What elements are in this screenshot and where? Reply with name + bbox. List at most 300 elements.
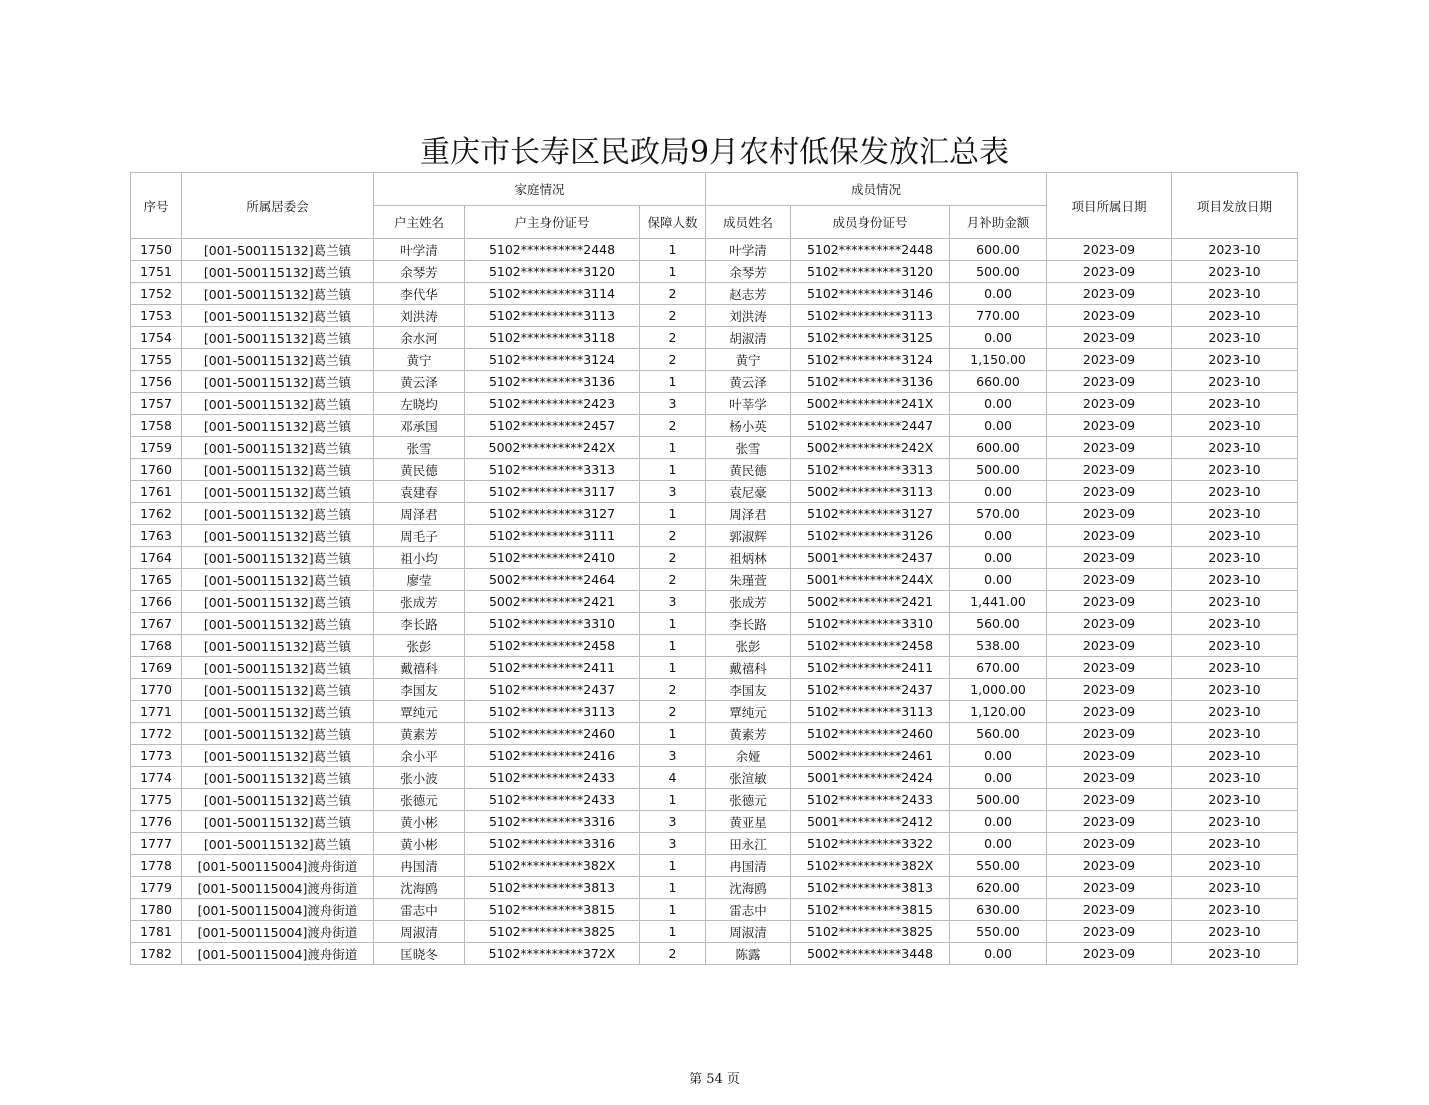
head-name-cell: 邓承国 bbox=[374, 415, 465, 437]
committee-cell: [001-500115132]葛兰镇 bbox=[182, 239, 374, 261]
member-id-cell: 5102**********3813 bbox=[791, 877, 950, 899]
amount-cell: 500.00 bbox=[950, 789, 1047, 811]
issue-date-cell: 2023-10 bbox=[1172, 943, 1298, 965]
member-name-cell: 赵志芳 bbox=[706, 283, 791, 305]
head-id-cell: 5102**********3111 bbox=[465, 525, 640, 547]
project-date-cell: 2023-09 bbox=[1047, 503, 1172, 525]
head-name-cell: 沈海鸥 bbox=[374, 877, 465, 899]
committee-cell: [001-500115132]葛兰镇 bbox=[182, 437, 374, 459]
member-name-cell: 叶莘学 bbox=[706, 393, 791, 415]
seq-cell: 1760 bbox=[131, 459, 182, 481]
table-row bbox=[131, 503, 1298, 525]
member-id-cell: 5102**********3120 bbox=[791, 261, 950, 283]
seq-cell: 1750 bbox=[131, 239, 182, 261]
seq-cell: 1769 bbox=[131, 657, 182, 679]
member-name-cell: 雷志中 bbox=[706, 899, 791, 921]
member-name-cell: 陈露 bbox=[706, 943, 791, 965]
covered-cell: 1 bbox=[640, 239, 706, 261]
covered-cell: 1 bbox=[640, 503, 706, 525]
member-id-cell: 5002**********2461 bbox=[791, 745, 950, 767]
head-name-cell: 张雪 bbox=[374, 437, 465, 459]
committee-cell: [001-500115132]葛兰镇 bbox=[182, 679, 374, 701]
table-header bbox=[131, 173, 1298, 239]
head-id-cell: 5102**********2433 bbox=[465, 767, 640, 789]
head-name-cell: 黄小彬 bbox=[374, 833, 465, 855]
head-name-cell: 李代华 bbox=[374, 283, 465, 305]
member-name-cell: 杨小英 bbox=[706, 415, 791, 437]
covered-cell: 2 bbox=[640, 305, 706, 327]
covered-cell: 2 bbox=[640, 569, 706, 591]
seq-cell: 1766 bbox=[131, 591, 182, 613]
committee-cell: [001-500115132]葛兰镇 bbox=[182, 393, 374, 415]
head-id-cell: 5102**********2448 bbox=[465, 239, 640, 261]
committee-cell: [001-500115132]葛兰镇 bbox=[182, 305, 374, 327]
seq-cell: 1753 bbox=[131, 305, 182, 327]
issue-date-cell: 2023-10 bbox=[1172, 833, 1298, 855]
member-name-cell: 周淑清 bbox=[706, 921, 791, 943]
seq-cell: 1756 bbox=[131, 371, 182, 393]
head-id-cell: 5102**********3120 bbox=[465, 261, 640, 283]
issue-date-cell: 2023-10 bbox=[1172, 283, 1298, 305]
covered-cell: 2 bbox=[640, 525, 706, 547]
covered-cell: 1 bbox=[640, 635, 706, 657]
amount-cell: 0.00 bbox=[950, 811, 1047, 833]
covered-cell: 1 bbox=[640, 657, 706, 679]
table-row bbox=[131, 745, 1298, 767]
project-date-cell: 2023-09 bbox=[1047, 393, 1172, 415]
covered-cell: 3 bbox=[640, 833, 706, 855]
committee-cell: [001-500115132]葛兰镇 bbox=[182, 283, 374, 305]
covered-cell: 3 bbox=[640, 393, 706, 415]
head-id-cell: 5102**********3127 bbox=[465, 503, 640, 525]
covered-cell: 3 bbox=[640, 811, 706, 833]
project-date-cell: 2023-09 bbox=[1047, 525, 1172, 547]
issue-date-cell: 2023-10 bbox=[1172, 899, 1298, 921]
project-date-cell: 2023-09 bbox=[1047, 657, 1172, 679]
project-date-cell: 2023-09 bbox=[1047, 261, 1172, 283]
issue-date-cell: 2023-10 bbox=[1172, 569, 1298, 591]
issue-date-cell: 2023-10 bbox=[1172, 459, 1298, 481]
page-footer bbox=[0, 1068, 1429, 1087]
seq-cell: 1767 bbox=[131, 613, 182, 635]
head-name-cell: 张成芳 bbox=[374, 591, 465, 613]
header-covered: 保障人数 bbox=[640, 206, 706, 239]
issue-date-cell: 2023-10 bbox=[1172, 767, 1298, 789]
seq-cell: 1774 bbox=[131, 767, 182, 789]
covered-cell: 1 bbox=[640, 789, 706, 811]
member-id-cell: 5102**********2460 bbox=[791, 723, 950, 745]
head-id-cell: 5102**********2458 bbox=[465, 635, 640, 657]
head-name-cell: 刘洪涛 bbox=[374, 305, 465, 327]
head-name-cell: 戴禧科 bbox=[374, 657, 465, 679]
table-row bbox=[131, 393, 1298, 415]
table-row bbox=[131, 327, 1298, 349]
committee-cell: [001-500115132]葛兰镇 bbox=[182, 525, 374, 547]
issue-date-cell: 2023-10 bbox=[1172, 723, 1298, 745]
amount-cell: 550.00 bbox=[950, 855, 1047, 877]
head-name-cell: 黄素芳 bbox=[374, 723, 465, 745]
member-id-cell: 5102**********3113 bbox=[791, 701, 950, 723]
committee-cell: [001-500115004]渡舟街道 bbox=[182, 899, 374, 921]
issue-date-cell: 2023-10 bbox=[1172, 789, 1298, 811]
header-family-group: 家庭情况 bbox=[374, 173, 706, 206]
seq-cell: 1758 bbox=[131, 415, 182, 437]
head-id-cell: 5102**********3316 bbox=[465, 811, 640, 833]
seq-cell: 1775 bbox=[131, 789, 182, 811]
project-date-cell: 2023-09 bbox=[1047, 569, 1172, 591]
header-amount: 月补助金额 bbox=[950, 206, 1047, 239]
head-name-cell: 李国友 bbox=[374, 679, 465, 701]
seq-cell: 1752 bbox=[131, 283, 182, 305]
head-name-cell: 袁建春 bbox=[374, 481, 465, 503]
project-date-cell: 2023-09 bbox=[1047, 547, 1172, 569]
member-name-cell: 余琴芳 bbox=[706, 261, 791, 283]
member-id-cell: 5102**********382X bbox=[791, 855, 950, 877]
head-id-cell: 5002**********2421 bbox=[465, 591, 640, 613]
table-row bbox=[131, 657, 1298, 679]
project-date-cell: 2023-09 bbox=[1047, 635, 1172, 657]
member-name-cell: 朱瑾萱 bbox=[706, 569, 791, 591]
amount-cell: 0.00 bbox=[950, 283, 1047, 305]
amount-cell: 1,150.00 bbox=[950, 349, 1047, 371]
head-name-cell: 张小波 bbox=[374, 767, 465, 789]
head-id-cell: 5102**********3136 bbox=[465, 371, 640, 393]
project-date-cell: 2023-09 bbox=[1047, 943, 1172, 965]
member-id-cell: 5002**********3448 bbox=[791, 943, 950, 965]
covered-cell: 4 bbox=[640, 767, 706, 789]
head-name-cell: 叶学清 bbox=[374, 239, 465, 261]
issue-date-cell: 2023-10 bbox=[1172, 525, 1298, 547]
head-id-cell: 5102**********2433 bbox=[465, 789, 640, 811]
committee-cell: [001-500115132]葛兰镇 bbox=[182, 371, 374, 393]
head-id-cell: 5102**********3815 bbox=[465, 899, 640, 921]
issue-date-cell: 2023-10 bbox=[1172, 393, 1298, 415]
table-row bbox=[131, 459, 1298, 481]
head-name-cell: 黄民德 bbox=[374, 459, 465, 481]
committee-cell: [001-500115132]葛兰镇 bbox=[182, 503, 374, 525]
head-id-cell: 5102**********3124 bbox=[465, 349, 640, 371]
head-name-cell: 覃纯元 bbox=[374, 701, 465, 723]
covered-cell: 1 bbox=[640, 459, 706, 481]
head-name-cell: 李长路 bbox=[374, 613, 465, 635]
head-name-cell: 余小平 bbox=[374, 745, 465, 767]
amount-cell: 0.00 bbox=[950, 767, 1047, 789]
header-head-id: 户主身份证号 bbox=[465, 206, 640, 239]
committee-cell: [001-500115132]葛兰镇 bbox=[182, 767, 374, 789]
seq-cell: 1759 bbox=[131, 437, 182, 459]
committee-cell: [001-500115004]渡舟街道 bbox=[182, 877, 374, 899]
project-date-cell: 2023-09 bbox=[1047, 415, 1172, 437]
seq-cell: 1770 bbox=[131, 679, 182, 701]
project-date-cell: 2023-09 bbox=[1047, 679, 1172, 701]
table-row bbox=[131, 349, 1298, 371]
amount-cell: 0.00 bbox=[950, 415, 1047, 437]
member-id-cell: 5102**********3815 bbox=[791, 899, 950, 921]
issue-date-cell: 2023-10 bbox=[1172, 679, 1298, 701]
table-row bbox=[131, 283, 1298, 305]
issue-date-cell: 2023-10 bbox=[1172, 305, 1298, 327]
member-name-cell: 沈海鸥 bbox=[706, 877, 791, 899]
head-name-cell: 周毛子 bbox=[374, 525, 465, 547]
project-date-cell: 2023-09 bbox=[1047, 745, 1172, 767]
table-row bbox=[131, 855, 1298, 877]
head-name-cell: 张彭 bbox=[374, 635, 465, 657]
table-row bbox=[131, 305, 1298, 327]
seq-cell: 1771 bbox=[131, 701, 182, 723]
member-name-cell: 祖炳林 bbox=[706, 547, 791, 569]
member-name-cell: 张成芳 bbox=[706, 591, 791, 613]
head-name-cell: 黄宁 bbox=[374, 349, 465, 371]
member-name-cell: 黄宁 bbox=[706, 349, 791, 371]
member-id-cell: 5002**********3113 bbox=[791, 481, 950, 503]
table-row bbox=[131, 811, 1298, 833]
seq-cell: 1778 bbox=[131, 855, 182, 877]
head-name-cell: 廖莹 bbox=[374, 569, 465, 591]
covered-cell: 3 bbox=[640, 591, 706, 613]
table-row bbox=[131, 899, 1298, 921]
member-name-cell: 覃纯元 bbox=[706, 701, 791, 723]
member-id-cell: 5102**********3125 bbox=[791, 327, 950, 349]
seq-cell: 1761 bbox=[131, 481, 182, 503]
member-id-cell: 5102**********2448 bbox=[791, 239, 950, 261]
header-member-name: 成员姓名 bbox=[706, 206, 791, 239]
member-id-cell: 5102**********3113 bbox=[791, 305, 950, 327]
seq-cell: 1755 bbox=[131, 349, 182, 371]
committee-cell: [001-500115132]葛兰镇 bbox=[182, 459, 374, 481]
project-date-cell: 2023-09 bbox=[1047, 305, 1172, 327]
committee-cell: [001-500115132]葛兰镇 bbox=[182, 547, 374, 569]
head-name-cell: 左晓均 bbox=[374, 393, 465, 415]
amount-cell: 770.00 bbox=[950, 305, 1047, 327]
covered-cell: 3 bbox=[640, 481, 706, 503]
covered-cell: 2 bbox=[640, 943, 706, 965]
head-name-cell: 余水河 bbox=[374, 327, 465, 349]
member-id-cell: 5001**********2424 bbox=[791, 767, 950, 789]
member-id-cell: 5001**********2412 bbox=[791, 811, 950, 833]
head-name-cell: 张德元 bbox=[374, 789, 465, 811]
member-name-cell: 黄云泽 bbox=[706, 371, 791, 393]
member-id-cell: 5102**********3136 bbox=[791, 371, 950, 393]
committee-cell: [001-500115132]葛兰镇 bbox=[182, 833, 374, 855]
issue-date-cell: 2023-10 bbox=[1172, 657, 1298, 679]
table-row bbox=[131, 877, 1298, 899]
member-name-cell: 胡淑清 bbox=[706, 327, 791, 349]
project-date-cell: 2023-09 bbox=[1047, 855, 1172, 877]
committee-cell: [001-500115132]葛兰镇 bbox=[182, 261, 374, 283]
member-name-cell: 叶学清 bbox=[706, 239, 791, 261]
committee-cell: [001-500115132]葛兰镇 bbox=[182, 349, 374, 371]
head-id-cell: 5102**********382X bbox=[465, 855, 640, 877]
member-id-cell: 5102**********3127 bbox=[791, 503, 950, 525]
amount-cell: 0.00 bbox=[950, 547, 1047, 569]
member-name-cell: 李国友 bbox=[706, 679, 791, 701]
amount-cell: 570.00 bbox=[950, 503, 1047, 525]
head-name-cell: 匡晓冬 bbox=[374, 943, 465, 965]
member-name-cell: 周泽君 bbox=[706, 503, 791, 525]
head-name-cell: 余琴芳 bbox=[374, 261, 465, 283]
member-name-cell: 袁尼豪 bbox=[706, 481, 791, 503]
table-row bbox=[131, 921, 1298, 943]
member-name-cell: 张德元 bbox=[706, 789, 791, 811]
committee-cell: [001-500115132]葛兰镇 bbox=[182, 635, 374, 657]
head-id-cell: 5102**********3117 bbox=[465, 481, 640, 503]
issue-date-cell: 2023-10 bbox=[1172, 635, 1298, 657]
head-id-cell: 5102**********372X bbox=[465, 943, 640, 965]
committee-cell: [001-500115132]葛兰镇 bbox=[182, 723, 374, 745]
amount-cell: 600.00 bbox=[950, 437, 1047, 459]
amount-cell: 0.00 bbox=[950, 393, 1047, 415]
committee-cell: [001-500115132]葛兰镇 bbox=[182, 745, 374, 767]
seq-cell: 1765 bbox=[131, 569, 182, 591]
seq-cell: 1782 bbox=[131, 943, 182, 965]
seq-cell: 1764 bbox=[131, 547, 182, 569]
issue-date-cell: 2023-10 bbox=[1172, 613, 1298, 635]
member-id-cell: 5102**********2437 bbox=[791, 679, 950, 701]
covered-cell: 2 bbox=[640, 327, 706, 349]
issue-date-cell: 2023-10 bbox=[1172, 261, 1298, 283]
amount-cell: 560.00 bbox=[950, 723, 1047, 745]
project-date-cell: 2023-09 bbox=[1047, 921, 1172, 943]
amount-cell: 560.00 bbox=[950, 613, 1047, 635]
member-name-cell: 黄亚星 bbox=[706, 811, 791, 833]
project-date-cell: 2023-09 bbox=[1047, 811, 1172, 833]
member-id-cell: 5001**********244X bbox=[791, 569, 950, 591]
amount-cell: 660.00 bbox=[950, 371, 1047, 393]
table-row bbox=[131, 547, 1298, 569]
table-row bbox=[131, 679, 1298, 701]
seq-cell: 1754 bbox=[131, 327, 182, 349]
page-prefix: 第 bbox=[689, 1072, 703, 1087]
covered-cell: 2 bbox=[640, 349, 706, 371]
issue-date-cell: 2023-10 bbox=[1172, 547, 1298, 569]
table-row bbox=[131, 261, 1298, 283]
table-row bbox=[131, 943, 1298, 965]
committee-cell: [001-500115132]葛兰镇 bbox=[182, 701, 374, 723]
member-id-cell: 5102**********3146 bbox=[791, 283, 950, 305]
seq-cell: 1763 bbox=[131, 525, 182, 547]
member-id-cell: 5102**********3126 bbox=[791, 525, 950, 547]
head-id-cell: 5102**********2411 bbox=[465, 657, 640, 679]
issue-date-cell: 2023-10 bbox=[1172, 371, 1298, 393]
seq-cell: 1781 bbox=[131, 921, 182, 943]
member-name-cell: 李长路 bbox=[706, 613, 791, 635]
table-row bbox=[131, 525, 1298, 547]
table-row bbox=[131, 481, 1298, 503]
project-date-cell: 2023-09 bbox=[1047, 767, 1172, 789]
issue-date-cell: 2023-10 bbox=[1172, 327, 1298, 349]
covered-cell: 1 bbox=[640, 877, 706, 899]
member-id-cell: 5102**********3313 bbox=[791, 459, 950, 481]
committee-cell: [001-500115132]葛兰镇 bbox=[182, 481, 374, 503]
project-date-cell: 2023-09 bbox=[1047, 239, 1172, 261]
head-id-cell: 5002**********242X bbox=[465, 437, 640, 459]
page-suffix: 页 bbox=[726, 1072, 740, 1087]
member-name-cell: 张渲敏 bbox=[706, 767, 791, 789]
head-name-cell: 黄云泽 bbox=[374, 371, 465, 393]
issue-date-cell: 2023-10 bbox=[1172, 481, 1298, 503]
seq-cell: 1768 bbox=[131, 635, 182, 657]
covered-cell: 2 bbox=[640, 283, 706, 305]
project-date-cell: 2023-09 bbox=[1047, 701, 1172, 723]
member-name-cell: 戴禧科 bbox=[706, 657, 791, 679]
seq-cell: 1757 bbox=[131, 393, 182, 415]
amount-cell: 0.00 bbox=[950, 943, 1047, 965]
header-member-id: 成员身份证号 bbox=[791, 206, 950, 239]
member-id-cell: 5102**********2447 bbox=[791, 415, 950, 437]
amount-cell: 0.00 bbox=[950, 525, 1047, 547]
covered-cell: 1 bbox=[640, 371, 706, 393]
issue-date-cell: 2023-10 bbox=[1172, 921, 1298, 943]
issue-date-cell: 2023-10 bbox=[1172, 877, 1298, 899]
table-row bbox=[131, 789, 1298, 811]
committee-cell: [001-500115004]渡舟街道 bbox=[182, 921, 374, 943]
amount-cell: 670.00 bbox=[950, 657, 1047, 679]
project-date-cell: 2023-09 bbox=[1047, 789, 1172, 811]
seq-cell: 1776 bbox=[131, 811, 182, 833]
committee-cell: [001-500115132]葛兰镇 bbox=[182, 789, 374, 811]
head-id-cell: 5102**********2416 bbox=[465, 745, 640, 767]
member-id-cell: 5102**********3825 bbox=[791, 921, 950, 943]
table-row bbox=[131, 723, 1298, 745]
head-id-cell: 5102**********3310 bbox=[465, 613, 640, 635]
seq-cell: 1772 bbox=[131, 723, 182, 745]
head-id-cell: 5102**********3114 bbox=[465, 283, 640, 305]
table-row bbox=[131, 701, 1298, 723]
seq-cell: 1762 bbox=[131, 503, 182, 525]
member-id-cell: 5102**********3322 bbox=[791, 833, 950, 855]
member-name-cell: 张雪 bbox=[706, 437, 791, 459]
amount-cell: 1,120.00 bbox=[950, 701, 1047, 723]
issue-date-cell: 2023-10 bbox=[1172, 415, 1298, 437]
member-name-cell: 田永江 bbox=[706, 833, 791, 855]
project-date-cell: 2023-09 bbox=[1047, 481, 1172, 503]
member-id-cell: 5102**********2433 bbox=[791, 789, 950, 811]
committee-cell: [001-500115132]葛兰镇 bbox=[182, 415, 374, 437]
member-id-cell: 5001**********2437 bbox=[791, 547, 950, 569]
member-name-cell: 黄民德 bbox=[706, 459, 791, 481]
project-date-cell: 2023-09 bbox=[1047, 371, 1172, 393]
committee-cell: [001-500115004]渡舟街道 bbox=[182, 943, 374, 965]
project-date-cell: 2023-09 bbox=[1047, 437, 1172, 459]
amount-cell: 0.00 bbox=[950, 745, 1047, 767]
header-project-date: 项目所属日期 bbox=[1047, 173, 1172, 239]
amount-cell: 550.00 bbox=[950, 921, 1047, 943]
head-id-cell: 5102**********3316 bbox=[465, 833, 640, 855]
header-issue-date: 项目发放日期 bbox=[1172, 173, 1298, 239]
committee-cell: [001-500115132]葛兰镇 bbox=[182, 327, 374, 349]
amount-cell: 620.00 bbox=[950, 877, 1047, 899]
head-name-cell: 周泽君 bbox=[374, 503, 465, 525]
seq-cell: 1779 bbox=[131, 877, 182, 899]
table-row bbox=[131, 239, 1298, 261]
amount-cell: 0.00 bbox=[950, 833, 1047, 855]
member-id-cell: 5102**********2411 bbox=[791, 657, 950, 679]
issue-date-cell: 2023-10 bbox=[1172, 503, 1298, 525]
issue-date-cell: 2023-10 bbox=[1172, 349, 1298, 371]
committee-cell: [001-500115132]葛兰镇 bbox=[182, 613, 374, 635]
member-name-cell: 余娅 bbox=[706, 745, 791, 767]
issue-date-cell: 2023-10 bbox=[1172, 811, 1298, 833]
amount-cell: 500.00 bbox=[950, 261, 1047, 283]
covered-cell: 1 bbox=[640, 613, 706, 635]
covered-cell: 1 bbox=[640, 921, 706, 943]
member-name-cell: 张彭 bbox=[706, 635, 791, 657]
amount-cell: 0.00 bbox=[950, 481, 1047, 503]
covered-cell: 2 bbox=[640, 547, 706, 569]
head-name-cell: 黄小彬 bbox=[374, 811, 465, 833]
table-row bbox=[131, 833, 1298, 855]
project-date-cell: 2023-09 bbox=[1047, 877, 1172, 899]
